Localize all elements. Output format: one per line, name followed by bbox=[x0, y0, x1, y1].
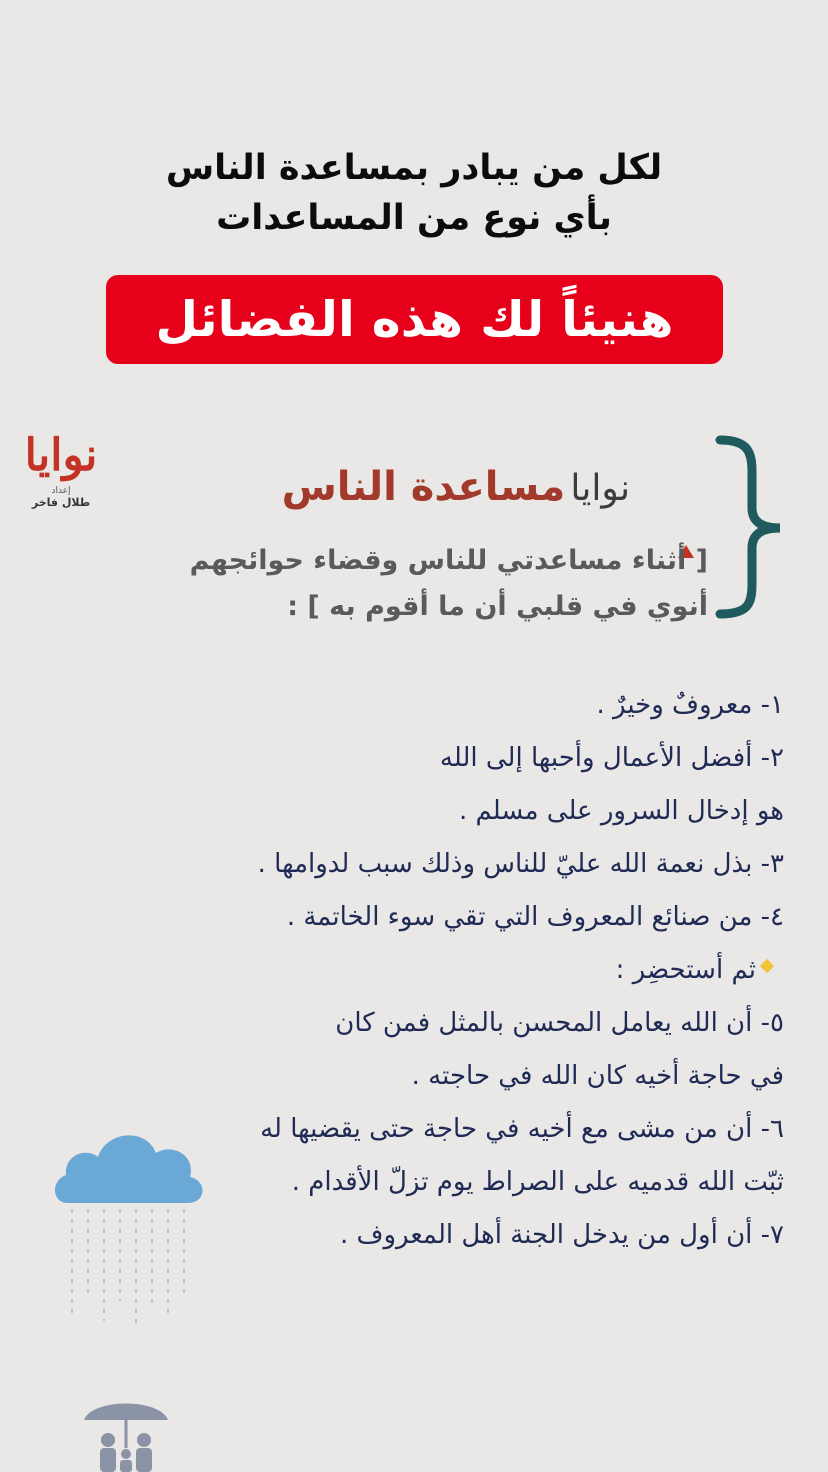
list-line-1: ١- معروفٌ وخيرٌ . bbox=[596, 690, 784, 720]
logo-author: طلال فاخر bbox=[31, 496, 91, 509]
umbrella-family-icon bbox=[78, 1388, 174, 1472]
logo-subtitle: إعداد bbox=[51, 486, 71, 496]
intro-text bbox=[190, 538, 708, 630]
list-line-9: ٦- أن من مشى مع أخيه في حاجة حتى يقضيها له bbox=[260, 1114, 784, 1144]
list-line-11: ٧- أن أول من يدخل الجنة أهل المعروف . bbox=[340, 1220, 784, 1250]
header-line-2: بأي نوع من المساعدات bbox=[216, 198, 612, 238]
rain-cloud-icon bbox=[50, 1125, 210, 1325]
diamond-bullet-icon bbox=[760, 959, 774, 973]
list-line-3: هو إدخال السرور على مسلم . bbox=[458, 796, 784, 826]
curly-brace-icon bbox=[714, 432, 794, 622]
intro-line-1: [ أثناء مساعدتي للناس وقضاء حوائجهم bbox=[189, 545, 708, 576]
section-title-word2: مساعدة الناس bbox=[281, 464, 566, 510]
list-line-2: ٢- أفضل الأعمال وأحبها إلى الله bbox=[439, 743, 784, 773]
banner bbox=[106, 275, 723, 364]
logo bbox=[12, 426, 110, 522]
section-title-word1: نوايا bbox=[570, 468, 630, 509]
section-title bbox=[282, 464, 630, 510]
intro-line-2: أنوي في قلبي أن ما أقوم به ] : bbox=[287, 591, 708, 622]
header-line-1: لكل من يبادر بمساعدة الناس bbox=[165, 148, 663, 188]
list-line-8: في حاجة أخيه كان الله في حاجته . bbox=[411, 1061, 784, 1091]
banner-text: هنيئاً لك هذه الفضائل bbox=[155, 291, 674, 348]
list-line-5: ٤- من صنائع المعروف التي تقي سوء الخاتمة . bbox=[286, 902, 784, 932]
list-line-4: ٣- بذل نعمة الله عليّ للناس وذلك سبب لدوامها . bbox=[257, 849, 784, 879]
list-line-7: ٥- أن الله يعامل المحسن بالمثل فمن كان bbox=[335, 1008, 784, 1038]
list-line-10: ثبّت الله قدميه على الصراط يوم تزلّ الأقدام . bbox=[291, 1167, 784, 1197]
logo-word: نوايا bbox=[24, 430, 98, 481]
list-line-6: ثم أستحضِر : bbox=[615, 955, 756, 985]
